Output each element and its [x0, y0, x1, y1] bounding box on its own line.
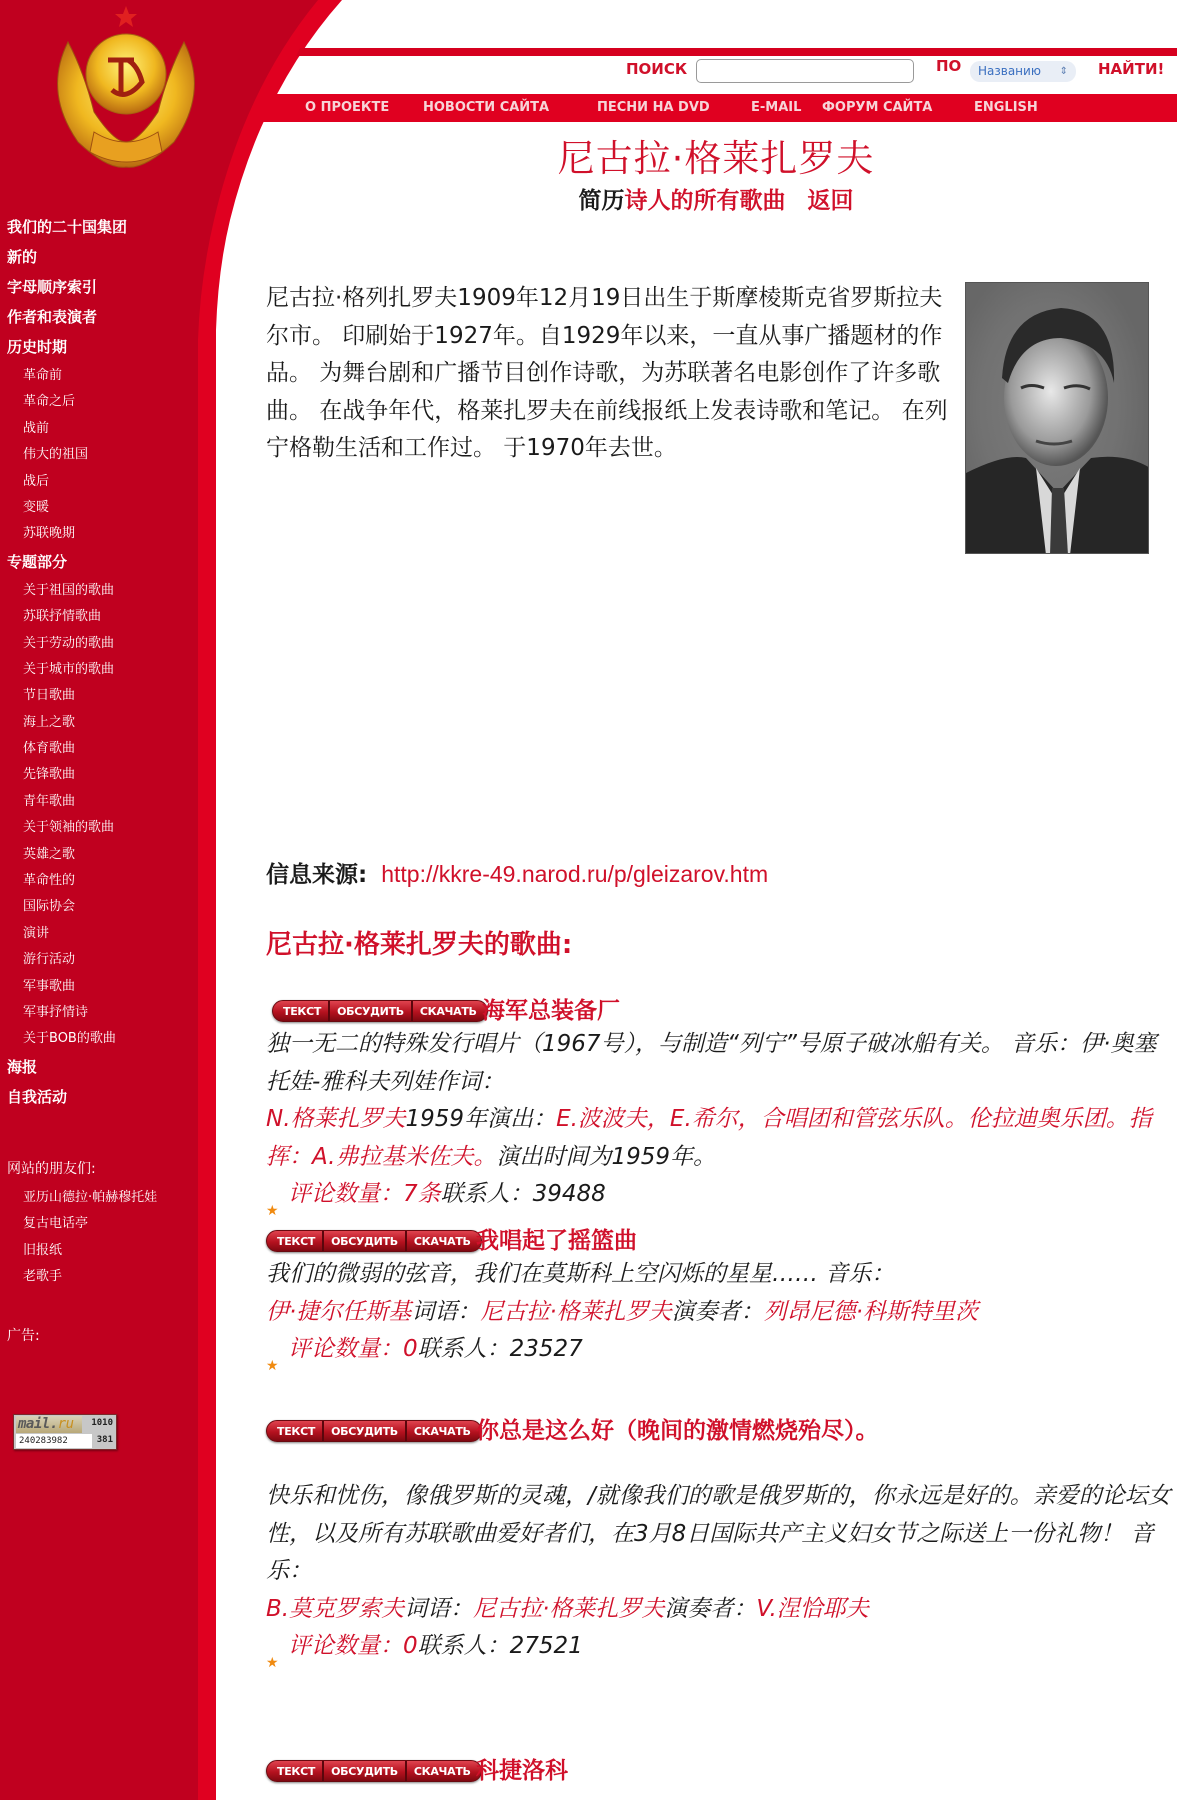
top-nav	[290, 95, 1177, 122]
credit-link[interactable]: 尼古拉·格莱扎罗夫	[473, 1595, 665, 1622]
search-label: ПОИСК	[626, 60, 688, 78]
sidebar-item-military-lyrics[interactable]: 军事抒情诗	[23, 1004, 89, 1020]
sidebar-item-speeches[interactable]: 演讲	[23, 925, 50, 941]
left-sidebar	[0, 0, 216, 1800]
song-title[interactable]: 科捷洛科	[476, 1758, 568, 1784]
credit-link[interactable]: 列昂尼德·科斯特里茨	[763, 1298, 978, 1325]
contacts-count: 27521	[509, 1633, 583, 1659]
nav-forum[interactable]: ФОРУМ САЙТА	[822, 100, 933, 115]
song-entry	[266, 1412, 1171, 1671]
sidebar-item-lyrical-songs[interactable]: 苏联抒情歌曲	[23, 609, 102, 625]
text-button[interactable]: ТЕКСТ	[267, 1761, 324, 1782]
sidebar-item-post-war[interactable]: 战后	[23, 473, 50, 489]
sidebar-item-leader-songs[interactable]: 关于领袖的歌曲	[23, 820, 115, 836]
song-header	[266, 992, 1171, 1026]
song-action-buttons	[266, 1760, 482, 1782]
sidebar-spacer	[0, 1114, 200, 1154]
back-link[interactable]: 返回	[807, 188, 854, 214]
sidebar-nav	[0, 214, 200, 1353]
download-button[interactable]: СКАЧАТЬ	[413, 1235, 471, 1248]
song-title[interactable]: 海军总装备厂	[482, 998, 620, 1024]
sidebar-item-marches[interactable]: 游行活动	[23, 952, 76, 968]
text-button[interactable]: ТЕКСТ	[267, 1231, 324, 1252]
friend-link-pakhmutova[interactable]: 亚历山德拉·帕赫穆托娃	[23, 1189, 158, 1205]
credit-link[interactable]: 伊·捷尔任斯基	[266, 1298, 412, 1325]
friends-label: 网站的朋友们:	[7, 1160, 96, 1177]
song-description-text: 快乐和忧伤，像俄罗斯的灵魂，/就像我们的歌是俄罗斯的，你永远是好的。亲爱的论坛女性，以及所有苏联歌曲爱好者们，在3月8日国际共产主义妇女节之际送上一份礼物！ 音乐：	[266, 1483, 1171, 1584]
credit-link[interactable]: B.莫克罗索夫	[266, 1595, 405, 1622]
sidebar-item-motherland-songs[interactable]: 关于祖国的歌曲	[23, 582, 115, 598]
biography-text: 尼古拉·格列扎罗夫1909年12月19日出生于斯摩棱斯克省罗斯拉夫尔市。 印刷始于1927年。自1929年以来，一直从事广播题材的作品。 为舞台剧和广播节目创作诗歌，为苏联著名电影创作了许多歌曲。 在战争年代，格莱扎罗夫在前线报纸上发表诗歌和笔记。 在列宁格勒生活和工作过。 于1970年去世。	[266, 285, 948, 462]
text-button[interactable]: ТЕКСТ	[267, 1421, 324, 1442]
contacts-label: 联系人：	[417, 1336, 510, 1362]
friend-link-old-newspapers[interactable]: 旧报纸	[23, 1242, 63, 1258]
sidebar-item-holiday-songs[interactable]: 节日歌曲	[23, 688, 76, 704]
sidebar-item-hero-songs[interactable]: 英雄之歌	[23, 846, 76, 862]
search-input[interactable]	[696, 59, 914, 83]
contacts-count: 39488	[532, 1181, 606, 1207]
nav-site-news[interactable]: НОВОСТИ САЙТА	[423, 100, 550, 115]
song-entry	[266, 992, 1171, 1219]
song-action-buttons	[272, 1000, 488, 1022]
nav-english[interactable]: ENGLISH	[974, 100, 1038, 115]
credit-text: 1959年演出：	[405, 1106, 557, 1132]
song-description	[266, 1026, 1171, 1176]
download-button[interactable]: СКАЧАТЬ	[413, 1765, 471, 1778]
nav-songs-dvd[interactable]: ПЕСНИ НА DVD	[597, 100, 710, 115]
all-songs-link[interactable]: 诗人的所有歌曲	[624, 188, 786, 214]
sidebar-item-youth-songs[interactable]: 青年歌曲	[23, 793, 76, 809]
contacts-label: 联系人：	[417, 1633, 510, 1659]
sidebar-item-pre-revolution[interactable]: 革命前	[23, 368, 63, 383]
credit-link[interactable]: N.格莱扎罗夫	[266, 1106, 406, 1132]
find-button[interactable]: НАЙТИ!	[1098, 60, 1165, 78]
page-title: 尼古拉·格莱扎罗夫	[557, 137, 875, 180]
sidebar-item-international[interactable]: 国际协会	[23, 899, 76, 915]
portrait-illustration	[966, 283, 1149, 554]
credit-text: 演奏者：	[664, 1595, 757, 1622]
song-title[interactable]: 我唱起了摇篮曲	[476, 1228, 637, 1254]
star-icon: ★	[266, 1358, 279, 1374]
discuss-button[interactable]: ОБСУДИТЬ	[330, 1001, 413, 1022]
search-by-selected-value: Названию	[978, 64, 1041, 78]
source-link[interactable]: http://kkre-49.narod.ru/p/gleizarov.htm	[381, 861, 769, 887]
sidebar-item-alphabetical-index[interactable]: 字母顺序索引	[7, 278, 98, 296]
credit-text: 词语：	[404, 1595, 474, 1622]
select-arrows-icon: ⇕	[1059, 66, 1068, 77]
credit-text: 演出时间为1959年。	[496, 1143, 717, 1170]
comments-link[interactable]: 评论数量：0	[288, 1633, 418, 1659]
friend-link-retro-phone-booth[interactable]: 复古电话亭	[23, 1216, 89, 1232]
song-header	[266, 1412, 1171, 1470]
song-header	[266, 1752, 1171, 1786]
download-button[interactable]: СКАЧАТЬ	[419, 1005, 477, 1018]
song-title[interactable]: 你总是这么好（晚间的激情燃烧殆尽）。	[476, 1418, 879, 1444]
sidebar-item-sea-songs[interactable]: 海上之歌	[23, 714, 76, 730]
song-description	[266, 1256, 1171, 1331]
sidebar-item-pioneer-songs[interactable]: 先锋歌曲	[23, 767, 76, 783]
sidebar-item-city-songs[interactable]: 关于城市的歌曲	[23, 661, 115, 677]
sidebar-item-thematic-sections[interactable]: 专题部分	[7, 552, 68, 571]
songs-heading: 尼古拉·格莱扎罗夫的歌曲:	[266, 930, 573, 960]
sidebar-item-thaw[interactable]: 变暖	[23, 499, 50, 515]
sidebar-item-great-patriotic[interactable]: 伟大的祖国	[23, 447, 89, 463]
sidebar-item-late-soviet[interactable]: 苏联晚期	[23, 526, 76, 542]
counter-bottom-value: 381	[96, 1435, 113, 1445]
song-entry	[266, 1752, 1171, 1786]
discuss-button[interactable]: ОБСУДИТЬ	[324, 1421, 407, 1442]
song-description	[266, 1478, 1171, 1628]
counter-top-value: 1010	[91, 1418, 113, 1428]
comments-link[interactable]: 评论数量：7条	[288, 1181, 441, 1207]
friend-link-old-singers[interactable]: 老歌手	[23, 1268, 63, 1284]
star-icon: ★	[266, 1203, 279, 1219]
song-stats	[266, 1628, 1171, 1671]
sidebar-item-amateur-activity[interactable]: 自我活动	[7, 1087, 68, 1106]
credit-link[interactable]: E.波波夫，E.希尔，合唱团和管弦乐队。伦拉迪奥乐团。指挥：A.弗拉基米佐夫。	[266, 1106, 1152, 1170]
sidebar-item-revolutionary[interactable]: 革命性的	[23, 873, 76, 889]
nav-about[interactable]: О ПРОЕКТЕ	[305, 100, 390, 115]
sidebar-item-military-songs[interactable]: 军事歌曲	[23, 978, 76, 994]
sidebar-item-labor-songs[interactable]: 关于劳动的歌曲	[23, 635, 115, 651]
contacts-label: 联系人：	[440, 1181, 533, 1207]
song-action-buttons	[266, 1420, 482, 1442]
sidebar-item-new[interactable]: 新的	[7, 248, 38, 266]
song-header	[266, 1222, 1171, 1256]
ad-label: 广告:	[7, 1328, 40, 1345]
song-description-text: 独一无二的特殊发行唱片（1967号），与制造“列宁”号原子破冰船有关。 音乐：伊·奥塞托娃-雅科夫列娃作词：	[266, 1031, 1157, 1095]
counter-id: 240283982	[16, 1434, 92, 1448]
mail-ru-counter[interactable]	[13, 1414, 117, 1450]
song-stats	[266, 1331, 1171, 1374]
sidebar-item-sports-songs[interactable]: 体育歌曲	[23, 741, 76, 757]
search-by-select[interactable]	[970, 61, 1076, 82]
info-source	[266, 856, 768, 889]
sidebar-item-pre-war[interactable]: 战前	[23, 420, 50, 436]
song-stats	[266, 1176, 1171, 1219]
star-icon: ★	[266, 1655, 279, 1671]
biography-label: 简历	[578, 188, 625, 214]
portrait-photo	[965, 282, 1149, 554]
credit-text: 演奏者：	[671, 1298, 764, 1325]
ussr-emblem-icon	[38, 2, 214, 172]
search-bar	[290, 55, 1177, 93]
credit-link[interactable]: V.涅恰耶夫	[756, 1595, 869, 1622]
sidebar-item-g20[interactable]: 我们的二十国集团	[7, 218, 128, 236]
source-label: 信息来源:	[266, 862, 368, 888]
song-action-buttons	[266, 1230, 482, 1252]
sidebar-item-historical-periods[interactable]: 历史时期	[7, 338, 68, 356]
sidebar-item-post-revolution[interactable]: 革命之后	[23, 394, 76, 410]
credit-link[interactable]: 尼古拉·格莱扎罗夫	[480, 1298, 672, 1325]
song-entry	[266, 1222, 1171, 1374]
nav-email[interactable]: E-MAIL	[751, 100, 802, 115]
mail-ru-logo: mail.ru	[16, 1416, 82, 1433]
search-by-label: ПО	[936, 57, 962, 75]
comments-link[interactable]: 评论数量：0	[288, 1336, 418, 1362]
contacts-count: 23527	[509, 1336, 583, 1362]
sub-navigation	[266, 182, 1166, 215]
credit-text: 词语：	[411, 1298, 481, 1325]
download-button[interactable]: СКАЧАТЬ	[413, 1425, 471, 1438]
discuss-button[interactable]: ОБСУДИТЬ	[324, 1231, 407, 1252]
text-button[interactable]: ТЕКСТ	[273, 1001, 330, 1022]
sidebar-item-authors-performers[interactable]: 作者和表演者	[7, 308, 98, 326]
sidebar-item-bob-songs[interactable]: 关于BOB的歌曲	[23, 1031, 116, 1047]
song-description-text: 我们的微弱的弦音，我们在莫斯科上空闪烁的星星…… 音乐：	[266, 1261, 895, 1287]
discuss-button[interactable]: ОБСУДИТЬ	[324, 1761, 407, 1782]
sidebar-item-posters[interactable]: 海报	[7, 1057, 38, 1076]
